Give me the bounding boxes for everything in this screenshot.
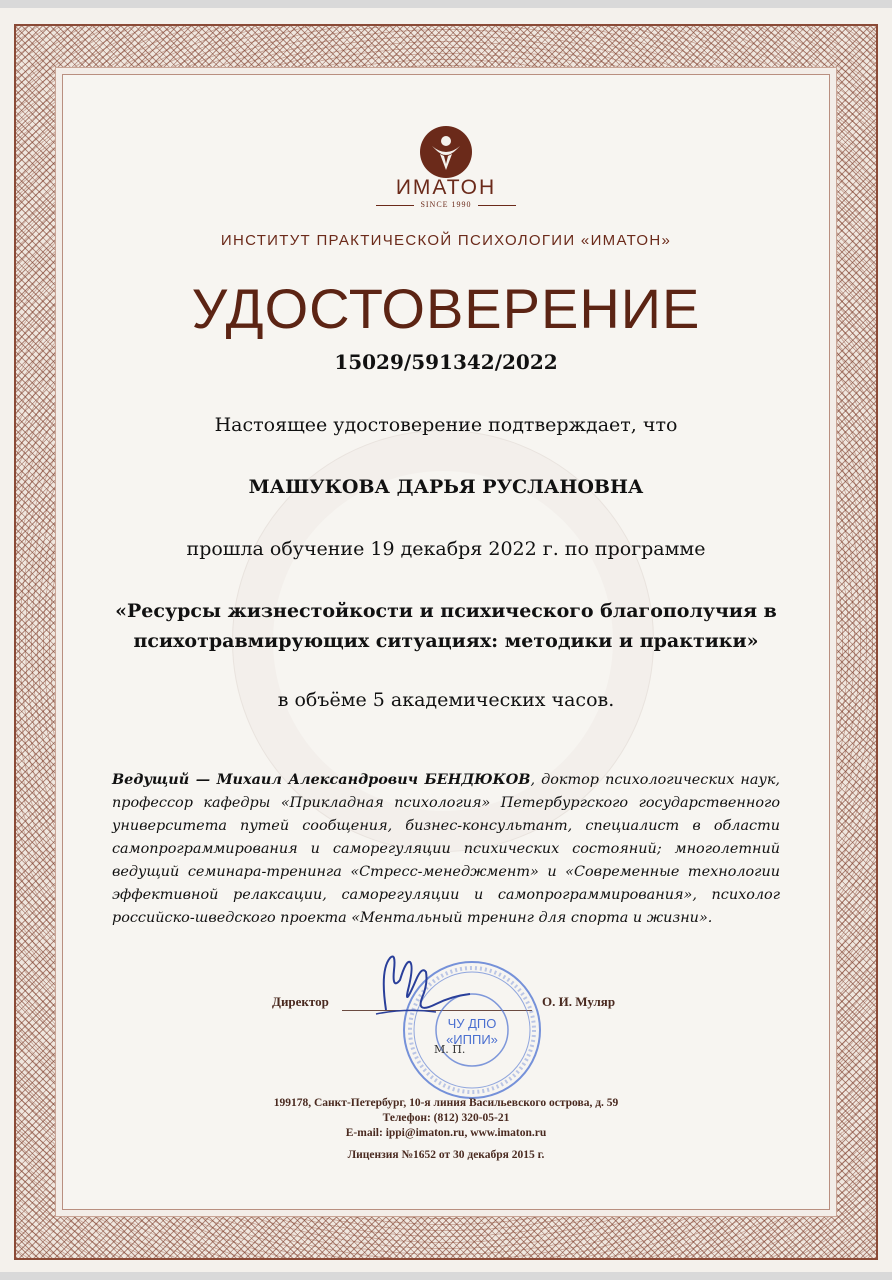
hours-volume: в объёме 5 академических часов. xyxy=(277,689,615,711)
program-title-line-2: психотравмирующих ситуациях: методики и практики» xyxy=(133,630,759,652)
stamp-org: ЧУ ДПО xyxy=(447,1016,497,1031)
footer-phone: Телефон: (812) 320-05-21 xyxy=(382,1112,510,1124)
imaton-logo-icon xyxy=(418,124,474,180)
lecturer-text: , доктор психологических наук, профессор кафедры «Прикладная психология» Петербургского государственного университета путей сообщения, бизнес-консультант, специалист в области самопрограммирования и саморегуляции психических состояний; многолетний ведущий семинара-тренинга «Стресс-менеджмент» и «Современные технологии эффективной релаксации, саморегуляции и самопрограммирования», психолог российско-шведского проекта «Ментальный тренинг для спорта и жизни». xyxy=(112,772,780,926)
footer-license: Лицензия №1652 от 30 декабря 2015 г. xyxy=(347,1149,545,1161)
footer-email: E-mail: ippi@imaton.ru, www.imaton.ru xyxy=(345,1127,547,1139)
lecturer-lead: Ведущий — Михаил Александрович БЕНДЮКОВ xyxy=(112,771,531,788)
stamp-org-short: «ИППИ» xyxy=(446,1032,498,1047)
seal-place-label: М. П. xyxy=(434,1043,466,1056)
holder-name: МАШУКОВА ДАРЬЯ РУСЛАНОВНА xyxy=(248,476,644,498)
brand-name: ИМАТОН xyxy=(395,176,497,199)
director-label: Директор xyxy=(272,994,329,1009)
institute-name: ИНСТИТУТ ПРАКТИЧЕСКОЙ ПСИХОЛОГИИ «ИМАТОН» xyxy=(220,232,672,249)
program-title-line-1: «Ресурсы жизнестойкости и психического благополучия в xyxy=(115,600,777,622)
since-line xyxy=(0,200,892,209)
training-date-text: прошла обучение 19 декабря 2022 г. по программе xyxy=(186,538,706,560)
since-text: SINCE 1990 xyxy=(420,200,472,209)
certificate-number: 15029/591342/2022 xyxy=(334,350,558,374)
program-title xyxy=(0,596,892,656)
document-title: УДОСТОВЕРЕНИЕ xyxy=(191,277,701,340)
confirms-text: Настоящее удостоверение подтверждает, что xyxy=(214,414,678,436)
signature-mark xyxy=(366,950,476,1030)
lecturer-description xyxy=(112,768,780,930)
footer-address: 199178, Санкт-Петербург, 10-я линия Васильевского острова, д. 59 xyxy=(273,1097,619,1109)
director-name: О. И. Муляр xyxy=(542,994,616,1009)
